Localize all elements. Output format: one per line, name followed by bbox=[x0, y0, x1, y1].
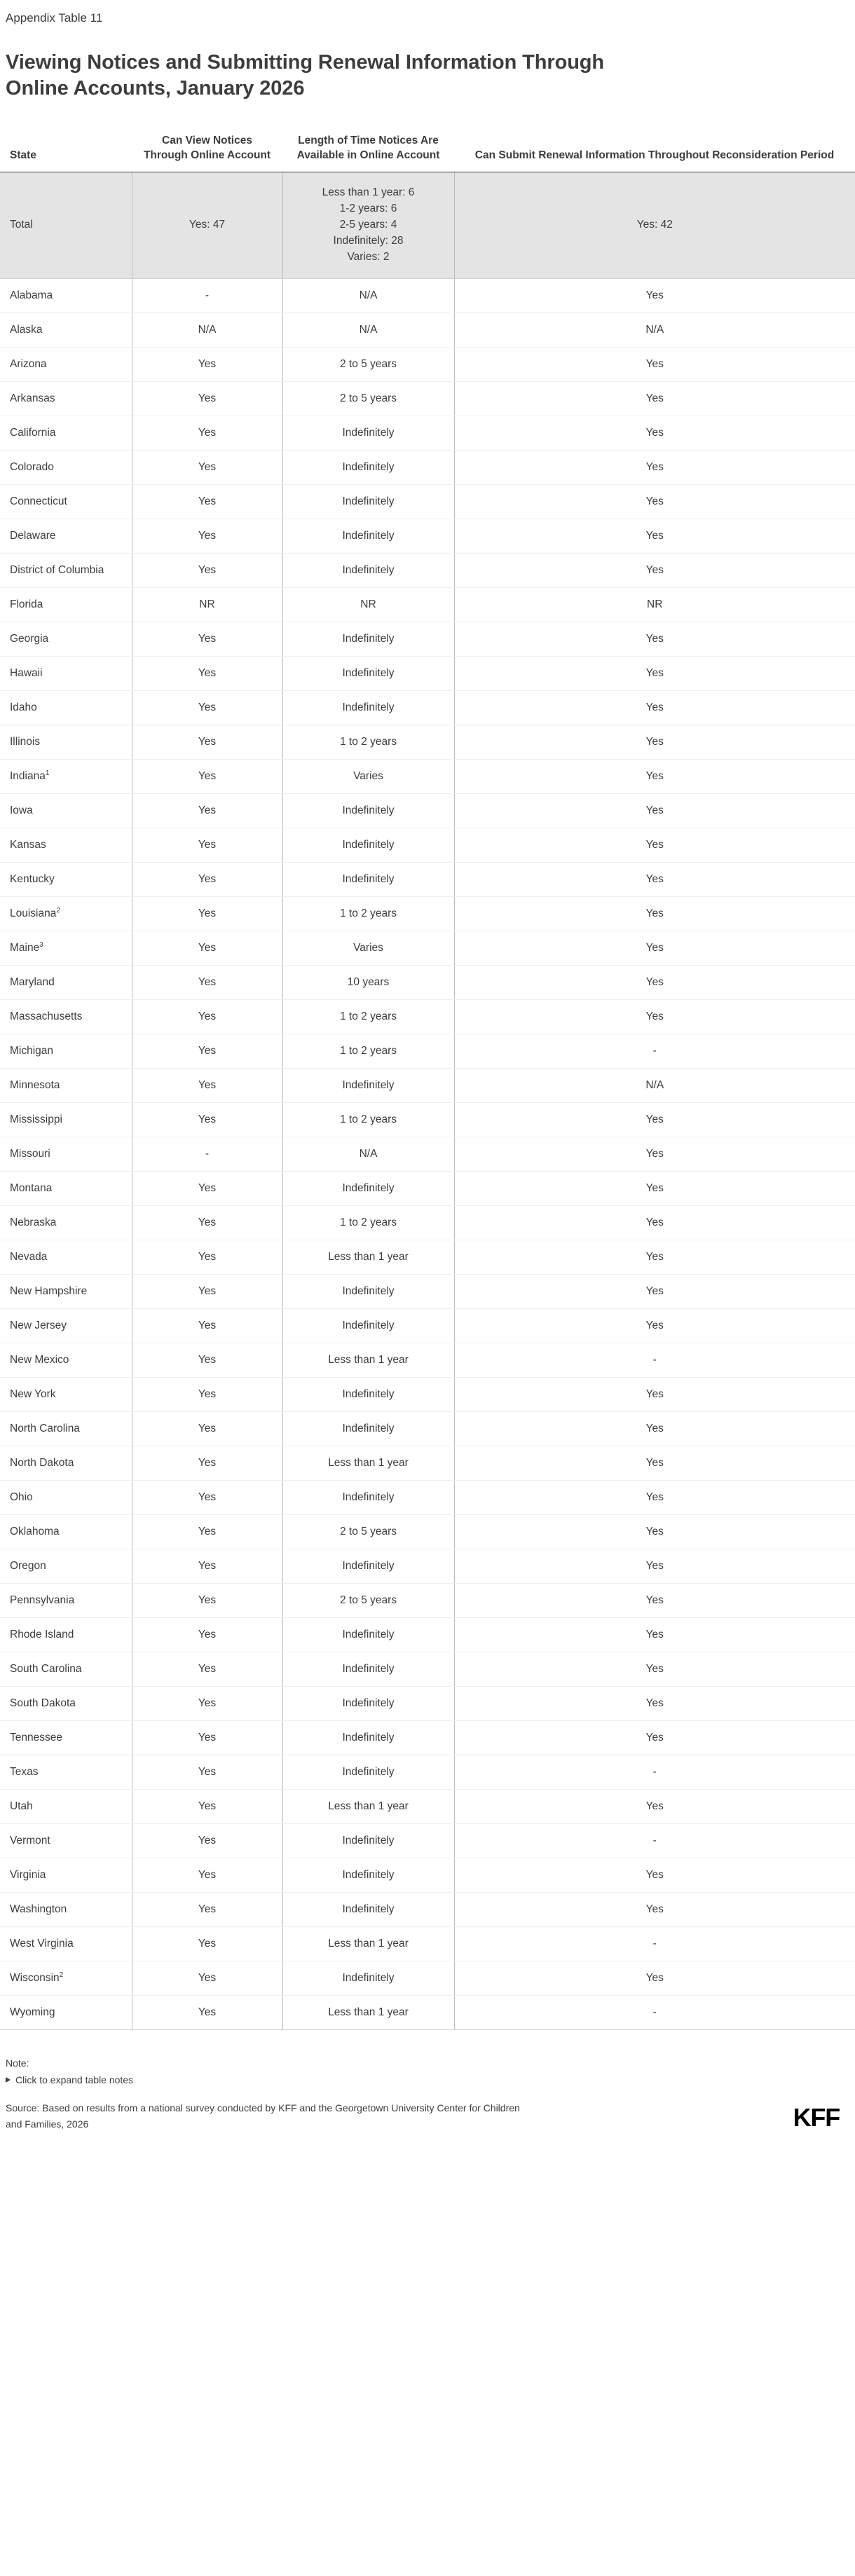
table-row bbox=[0, 1171, 855, 1205]
cell-state: Oregon bbox=[0, 1549, 132, 1583]
cell-can-submit: Yes bbox=[454, 1274, 855, 1308]
cell-can-submit: Yes bbox=[454, 828, 855, 862]
total-length-line: Less than 1 year: 6 bbox=[322, 186, 415, 198]
cell-can-view: Yes bbox=[132, 1755, 282, 1789]
cell-state: Washington bbox=[0, 1892, 132, 1926]
table-row bbox=[0, 1549, 855, 1583]
cell-can-submit: Yes bbox=[454, 622, 855, 656]
cell-can-submit: Yes bbox=[454, 1720, 855, 1755]
kff-logo: KFF bbox=[793, 2102, 840, 2132]
cell-state: District of Columbia bbox=[0, 553, 132, 587]
total-length-line: Indefinitely: 28 bbox=[333, 234, 404, 247]
cell-state: West Virginia bbox=[0, 1926, 132, 1961]
table-row bbox=[0, 484, 855, 519]
table-row bbox=[0, 690, 855, 725]
cell-can-view: Yes bbox=[132, 1240, 282, 1274]
cell-can-submit: Yes bbox=[454, 1377, 855, 1411]
table-row bbox=[0, 1343, 855, 1377]
cell-can-submit: Yes bbox=[454, 1652, 855, 1686]
cell-can-view: Yes bbox=[132, 965, 282, 999]
table-row bbox=[0, 759, 855, 793]
cell-can-submit: Yes bbox=[454, 1583, 855, 1617]
footnote-marker: 3 bbox=[39, 940, 43, 949]
cell-can-view: Yes bbox=[132, 1411, 282, 1446]
cell-state: Wisconsin$^2$ bbox=[0, 1961, 132, 1995]
cell-can-submit: Yes bbox=[454, 278, 855, 313]
cell-can-view: Yes bbox=[132, 622, 282, 656]
cell-can-view: Yes bbox=[132, 1343, 282, 1377]
table-row bbox=[0, 1823, 855, 1858]
cell-can-submit: Yes bbox=[454, 896, 855, 931]
page-title: Viewing Notices and Submitting Renewal Information Through Online Accounts, January 2026 bbox=[6, 51, 605, 100]
cell-state: Iowa bbox=[0, 793, 132, 828]
cell-can-view: Yes bbox=[132, 484, 282, 519]
cell-can-submit: Yes bbox=[454, 999, 855, 1034]
cell-can-submit: Yes bbox=[454, 1789, 855, 1823]
cell-can-submit: Yes bbox=[454, 1411, 855, 1446]
cell-length: Indefinitely bbox=[282, 828, 454, 862]
cell-can-view: N/A bbox=[132, 313, 282, 347]
column-header-state: State bbox=[0, 131, 132, 172]
cell-can-view: Yes bbox=[132, 1480, 282, 1514]
footnote-marker: 1 bbox=[45, 769, 50, 777]
table-row bbox=[0, 1205, 855, 1240]
table-row bbox=[0, 313, 855, 347]
cell-length: Indefinitely bbox=[282, 416, 454, 450]
cell-state: Montana bbox=[0, 1171, 132, 1205]
footnote-marker: 2 bbox=[59, 1971, 64, 1979]
table-row bbox=[0, 587, 855, 622]
cell-can-view: Yes bbox=[132, 931, 282, 965]
table-row bbox=[0, 450, 855, 484]
cell-length: Indefinitely bbox=[282, 1755, 454, 1789]
table-row bbox=[0, 553, 855, 587]
cell-can-submit: Yes bbox=[454, 1686, 855, 1720]
cell-state: Oklahoma bbox=[0, 1514, 132, 1549]
cell-can-view: Yes bbox=[132, 1995, 282, 2029]
table-row bbox=[0, 1995, 855, 2029]
cell-state: Rhode Island bbox=[0, 1617, 132, 1652]
cell-can-submit: Yes bbox=[454, 1617, 855, 1652]
cell-can-submit: Yes bbox=[454, 1549, 855, 1583]
table-row bbox=[0, 1514, 855, 1549]
cell-can-submit: Yes bbox=[454, 690, 855, 725]
cell-can-view: Yes bbox=[132, 1617, 282, 1652]
cell-state: Missouri bbox=[0, 1137, 132, 1171]
cell-can-submit: Yes bbox=[454, 450, 855, 484]
table-row bbox=[0, 1755, 855, 1789]
cell-length: NR bbox=[282, 587, 454, 622]
source-text: Source: Based on results from a national survey conducted by KFF and the Georgetown University Center for Children and Families, 2026 bbox=[6, 2102, 520, 2130]
cell-can-submit: Yes bbox=[454, 965, 855, 999]
cell-length: Varies bbox=[282, 931, 454, 965]
cell-state: New Jersey bbox=[0, 1308, 132, 1343]
cell-length: Less than 1 year bbox=[282, 1240, 454, 1274]
cell-length: 2 to 5 years bbox=[282, 1583, 454, 1617]
cell-state: New Hampshire bbox=[0, 1274, 132, 1308]
cell-state: Mississippi bbox=[0, 1102, 132, 1137]
total-length-line: Varies: 2 bbox=[347, 250, 390, 263]
cell-can-submit: Yes bbox=[454, 1205, 855, 1240]
source-row bbox=[6, 2100, 849, 2146]
cell-length: N/A bbox=[282, 278, 454, 313]
cell-can-view: Yes bbox=[132, 1686, 282, 1720]
table-row bbox=[0, 1892, 855, 1926]
cell-can-view: Yes bbox=[132, 1583, 282, 1617]
table-row bbox=[0, 793, 855, 828]
cell-can-submit: Yes bbox=[454, 1240, 855, 1274]
cell-can-submit: Yes bbox=[454, 1137, 855, 1171]
cell-can-view: Yes bbox=[132, 416, 282, 450]
cell-can-view: Yes bbox=[132, 1549, 282, 1583]
cell-length: Less than 1 year bbox=[282, 1789, 454, 1823]
cell-can-submit: Yes bbox=[454, 793, 855, 828]
cell-state: Maryland bbox=[0, 965, 132, 999]
cell-state: Hawaii bbox=[0, 656, 132, 690]
cell-length: 2 to 5 years bbox=[282, 381, 454, 416]
cell-state: New York bbox=[0, 1377, 132, 1411]
cell-can-view: Yes bbox=[132, 828, 282, 862]
cell-state: Alabama bbox=[0, 278, 132, 313]
cell-state: New Mexico bbox=[0, 1343, 132, 1377]
cell-state: Tennessee bbox=[0, 1720, 132, 1755]
total-length-line: 2-5 years: 4 bbox=[339, 218, 397, 231]
table-body bbox=[0, 172, 855, 2029]
cell-can-view: Yes bbox=[132, 347, 282, 381]
table-row bbox=[0, 1102, 855, 1137]
cell-state: Maine$^3$ bbox=[0, 931, 132, 965]
table-row bbox=[0, 1446, 855, 1480]
table-row bbox=[0, 1961, 855, 1995]
cell-can-view: Yes bbox=[132, 793, 282, 828]
cell-can-view: Yes bbox=[132, 896, 282, 931]
cell-can-submit: Yes bbox=[454, 484, 855, 519]
cell-length: Indefinitely bbox=[282, 1686, 454, 1720]
cell-state: Delaware bbox=[0, 519, 132, 553]
cell-can-view: Yes bbox=[132, 519, 282, 553]
cell-can-view: Yes bbox=[132, 1068, 282, 1102]
cell-can-submit: Yes bbox=[454, 416, 855, 450]
cell-state: Virginia bbox=[0, 1858, 132, 1892]
table-row bbox=[0, 1377, 855, 1411]
cell-length: Indefinitely bbox=[282, 519, 454, 553]
cell-state: Michigan bbox=[0, 1034, 132, 1068]
cell-length: Indefinitely bbox=[282, 1274, 454, 1308]
cell-length: 1 to 2 years bbox=[282, 1102, 454, 1137]
cell-can-submit: Yes bbox=[454, 725, 855, 759]
table-row bbox=[0, 1617, 855, 1652]
cell-length: Indefinitely bbox=[282, 793, 454, 828]
cell-can-submit: Yes bbox=[454, 381, 855, 416]
table-row bbox=[0, 896, 855, 931]
table-row bbox=[0, 1034, 855, 1068]
cell-length: 1 to 2 years bbox=[282, 999, 454, 1034]
cell-length: Indefinitely bbox=[282, 1171, 454, 1205]
triangle-right-icon bbox=[6, 2077, 11, 2083]
table-row bbox=[0, 999, 855, 1034]
cell-length: 2 to 5 years bbox=[282, 347, 454, 381]
table-row bbox=[0, 1308, 855, 1343]
cell-can-submit: Yes bbox=[454, 1171, 855, 1205]
expand-table-notes-label: Click to expand table notes bbox=[15, 2074, 134, 2086]
footnote-marker: 2 bbox=[56, 906, 60, 914]
cell-can-submit: Yes bbox=[454, 862, 855, 896]
table-row bbox=[0, 416, 855, 450]
cell-can-view: Yes bbox=[132, 999, 282, 1034]
cell-can-view: Yes bbox=[132, 1720, 282, 1755]
cell-can-view: Yes bbox=[132, 1171, 282, 1205]
cell-can-view: Yes bbox=[132, 1102, 282, 1137]
cell-state: Minnesota bbox=[0, 1068, 132, 1102]
cell-can-view: Yes bbox=[132, 1308, 282, 1343]
table-head bbox=[0, 131, 855, 172]
cell-state: North Carolina bbox=[0, 1411, 132, 1446]
cell-length: 1 to 2 years bbox=[282, 725, 454, 759]
cell-length: Indefinitely bbox=[282, 1480, 454, 1514]
cell-state: Kentucky bbox=[0, 862, 132, 896]
cell-state: Arizona bbox=[0, 347, 132, 381]
table-row bbox=[0, 1137, 855, 1171]
table-row bbox=[0, 656, 855, 690]
column-header-can-submit-renewal: Can Submit Renewal Information Throughout Reconsideration Period bbox=[454, 131, 855, 172]
cell-can-submit: Yes bbox=[454, 1514, 855, 1549]
cell-length: Indefinitely bbox=[282, 1068, 454, 1102]
cell-can-submit: Yes bbox=[454, 553, 855, 587]
cell-state: Nevada bbox=[0, 1240, 132, 1274]
cell-length: Less than 1 year bbox=[282, 1926, 454, 1961]
cell-length: Indefinitely bbox=[282, 1549, 454, 1583]
cell-can-view: Yes bbox=[132, 1377, 282, 1411]
cell-state: Georgia bbox=[0, 622, 132, 656]
cell-can-submit: Yes bbox=[454, 1480, 855, 1514]
cell-can-view: Yes bbox=[132, 690, 282, 725]
table-row bbox=[0, 931, 855, 965]
cell-state: Nebraska bbox=[0, 1205, 132, 1240]
cell-can-submit: Yes bbox=[454, 1858, 855, 1892]
column-header-length-of-time: Length of Time Notices Are Available in Online Account bbox=[282, 131, 454, 172]
cell-state: California bbox=[0, 416, 132, 450]
cell-can-view: Yes bbox=[132, 1961, 282, 1995]
eyebrow-label: Appendix Table 11 bbox=[6, 11, 103, 25]
cell-can-view: Yes bbox=[132, 450, 282, 484]
cell-can-view: Yes bbox=[132, 1892, 282, 1926]
cell-state: Connecticut bbox=[0, 484, 132, 519]
cell-can-submit: N/A bbox=[454, 313, 855, 347]
table-row bbox=[0, 1240, 855, 1274]
table-row bbox=[0, 1068, 855, 1102]
cell-length: Indefinitely bbox=[282, 1961, 454, 1995]
cell-can-submit: - bbox=[454, 1995, 855, 2029]
cell-can-view: - bbox=[132, 278, 282, 313]
cell-can-view: Yes bbox=[132, 862, 282, 896]
cell-can-view: Yes bbox=[132, 1446, 282, 1480]
cell-can-submit: Yes bbox=[454, 1102, 855, 1137]
cell-length: 2 to 5 years bbox=[282, 1514, 454, 1549]
table-row bbox=[0, 381, 855, 416]
cell-can-view: Yes bbox=[132, 1205, 282, 1240]
cell-length: Indefinitely bbox=[282, 1720, 454, 1755]
cell-length: Indefinitely bbox=[282, 862, 454, 896]
cell-state: Arkansas bbox=[0, 381, 132, 416]
table-row bbox=[0, 1480, 855, 1514]
table-row bbox=[0, 278, 855, 313]
table-row bbox=[0, 965, 855, 999]
cell-can-view: Yes bbox=[132, 725, 282, 759]
cell-can-submit: Yes bbox=[454, 1961, 855, 1995]
cell-state: Utah bbox=[0, 1789, 132, 1823]
cell-can-view: Yes bbox=[132, 381, 282, 416]
cell-can-view: Yes bbox=[132, 1823, 282, 1858]
cell-can-view: Yes bbox=[132, 1652, 282, 1686]
table-footer bbox=[0, 2030, 855, 2146]
total-row-view: Yes: 47 bbox=[132, 172, 282, 278]
cell-length: 1 to 2 years bbox=[282, 1034, 454, 1068]
cell-state: Illinois bbox=[0, 725, 132, 759]
cell-length: Indefinitely bbox=[282, 484, 454, 519]
cell-can-view: Yes bbox=[132, 1789, 282, 1823]
cell-can-view: Yes bbox=[132, 656, 282, 690]
table-row bbox=[0, 519, 855, 553]
table-row bbox=[0, 1926, 855, 1961]
total-row-length bbox=[282, 172, 454, 278]
cell-can-view: Yes bbox=[132, 1274, 282, 1308]
cell-length: Less than 1 year bbox=[282, 1995, 454, 2029]
cell-state: Florida bbox=[0, 587, 132, 622]
cell-length: 1 to 2 years bbox=[282, 1205, 454, 1240]
total-length-line: 1-2 years: 6 bbox=[339, 202, 397, 214]
cell-length: Indefinitely bbox=[282, 1377, 454, 1411]
cell-can-submit: - bbox=[454, 1823, 855, 1858]
cell-can-submit: Yes bbox=[454, 1892, 855, 1926]
cell-state: Pennsylvania bbox=[0, 1583, 132, 1617]
column-header-can-view-notices: Can View Notices Through Online Account bbox=[132, 131, 282, 172]
cell-can-submit: Yes bbox=[454, 1446, 855, 1480]
cell-state: Colorado bbox=[0, 450, 132, 484]
expand-table-notes-toggle[interactable] bbox=[6, 2072, 849, 2088]
cell-state: Alaska bbox=[0, 313, 132, 347]
data-table bbox=[0, 131, 855, 2029]
cell-length: 1 to 2 years bbox=[282, 896, 454, 931]
cell-state: South Carolina bbox=[0, 1652, 132, 1686]
table-row bbox=[0, 1858, 855, 1892]
cell-can-view: Yes bbox=[132, 1858, 282, 1892]
cell-can-submit: NR bbox=[454, 587, 855, 622]
total-row-submit: Yes: 42 bbox=[454, 172, 855, 278]
cell-can-submit: Yes bbox=[454, 519, 855, 553]
table-row bbox=[0, 1411, 855, 1446]
cell-length: N/A bbox=[282, 313, 454, 347]
table-row bbox=[0, 1686, 855, 1720]
cell-length: Indefinitely bbox=[282, 1652, 454, 1686]
table-row bbox=[0, 1789, 855, 1823]
cell-length: Indefinitely bbox=[282, 1617, 454, 1652]
cell-can-submit: Yes bbox=[454, 347, 855, 381]
total-row-state: Total bbox=[0, 172, 132, 278]
cell-can-view: Yes bbox=[132, 1926, 282, 1961]
table-row bbox=[0, 828, 855, 862]
table-row bbox=[0, 1652, 855, 1686]
note-label: Note: bbox=[6, 2057, 29, 2069]
table-row bbox=[0, 862, 855, 896]
cell-can-submit: Yes bbox=[454, 759, 855, 793]
cell-length: Varies bbox=[282, 759, 454, 793]
cell-state: South Dakota bbox=[0, 1686, 132, 1720]
cell-state: Indiana$^1$ bbox=[0, 759, 132, 793]
cell-length: Less than 1 year bbox=[282, 1343, 454, 1377]
cell-can-submit: N/A bbox=[454, 1068, 855, 1102]
cell-length: Indefinitely bbox=[282, 1858, 454, 1892]
cell-length: Indefinitely bbox=[282, 553, 454, 587]
cell-state: Idaho bbox=[0, 690, 132, 725]
cell-length: Less than 1 year bbox=[282, 1446, 454, 1480]
table-row bbox=[0, 622, 855, 656]
cell-can-submit: Yes bbox=[454, 656, 855, 690]
table-row bbox=[0, 725, 855, 759]
cell-length: Indefinitely bbox=[282, 622, 454, 656]
cell-state: Massachusetts bbox=[0, 999, 132, 1034]
cell-length: Indefinitely bbox=[282, 656, 454, 690]
table-row bbox=[0, 347, 855, 381]
cell-can-view: NR bbox=[132, 587, 282, 622]
table-row bbox=[0, 1583, 855, 1617]
cell-length: 10 years bbox=[282, 965, 454, 999]
cell-length: Indefinitely bbox=[282, 1892, 454, 1926]
cell-can-view: Yes bbox=[132, 759, 282, 793]
table-row bbox=[0, 1274, 855, 1308]
table-row bbox=[0, 1720, 855, 1755]
cell-length: N/A bbox=[282, 1137, 454, 1171]
cell-can-view: Yes bbox=[132, 553, 282, 587]
cell-state: Louisiana$^2$ bbox=[0, 896, 132, 931]
cell-can-submit: - bbox=[454, 1755, 855, 1789]
cell-state: Texas bbox=[0, 1755, 132, 1789]
table-header-row bbox=[0, 131, 855, 172]
cell-state: North Dakota bbox=[0, 1446, 132, 1480]
cell-length: Indefinitely bbox=[282, 1411, 454, 1446]
cell-length: Indefinitely bbox=[282, 690, 454, 725]
total-row bbox=[0, 172, 855, 278]
cell-can-submit: - bbox=[454, 1343, 855, 1377]
cell-can-view: Yes bbox=[132, 1514, 282, 1549]
cell-state: Kansas bbox=[0, 828, 132, 862]
cell-can-submit: - bbox=[454, 1926, 855, 1961]
cell-can-submit: Yes bbox=[454, 1308, 855, 1343]
cell-can-view: - bbox=[132, 1137, 282, 1171]
cell-state: Ohio bbox=[0, 1480, 132, 1514]
cell-length: Indefinitely bbox=[282, 1308, 454, 1343]
cell-length: Indefinitely bbox=[282, 1823, 454, 1858]
cell-can-submit: Yes bbox=[454, 931, 855, 965]
cell-state: Wyoming bbox=[0, 1995, 132, 2029]
cell-length: Indefinitely bbox=[282, 450, 454, 484]
cell-can-submit: - bbox=[454, 1034, 855, 1068]
cell-state: Vermont bbox=[0, 1823, 132, 1858]
cell-can-view: Yes bbox=[132, 1034, 282, 1068]
